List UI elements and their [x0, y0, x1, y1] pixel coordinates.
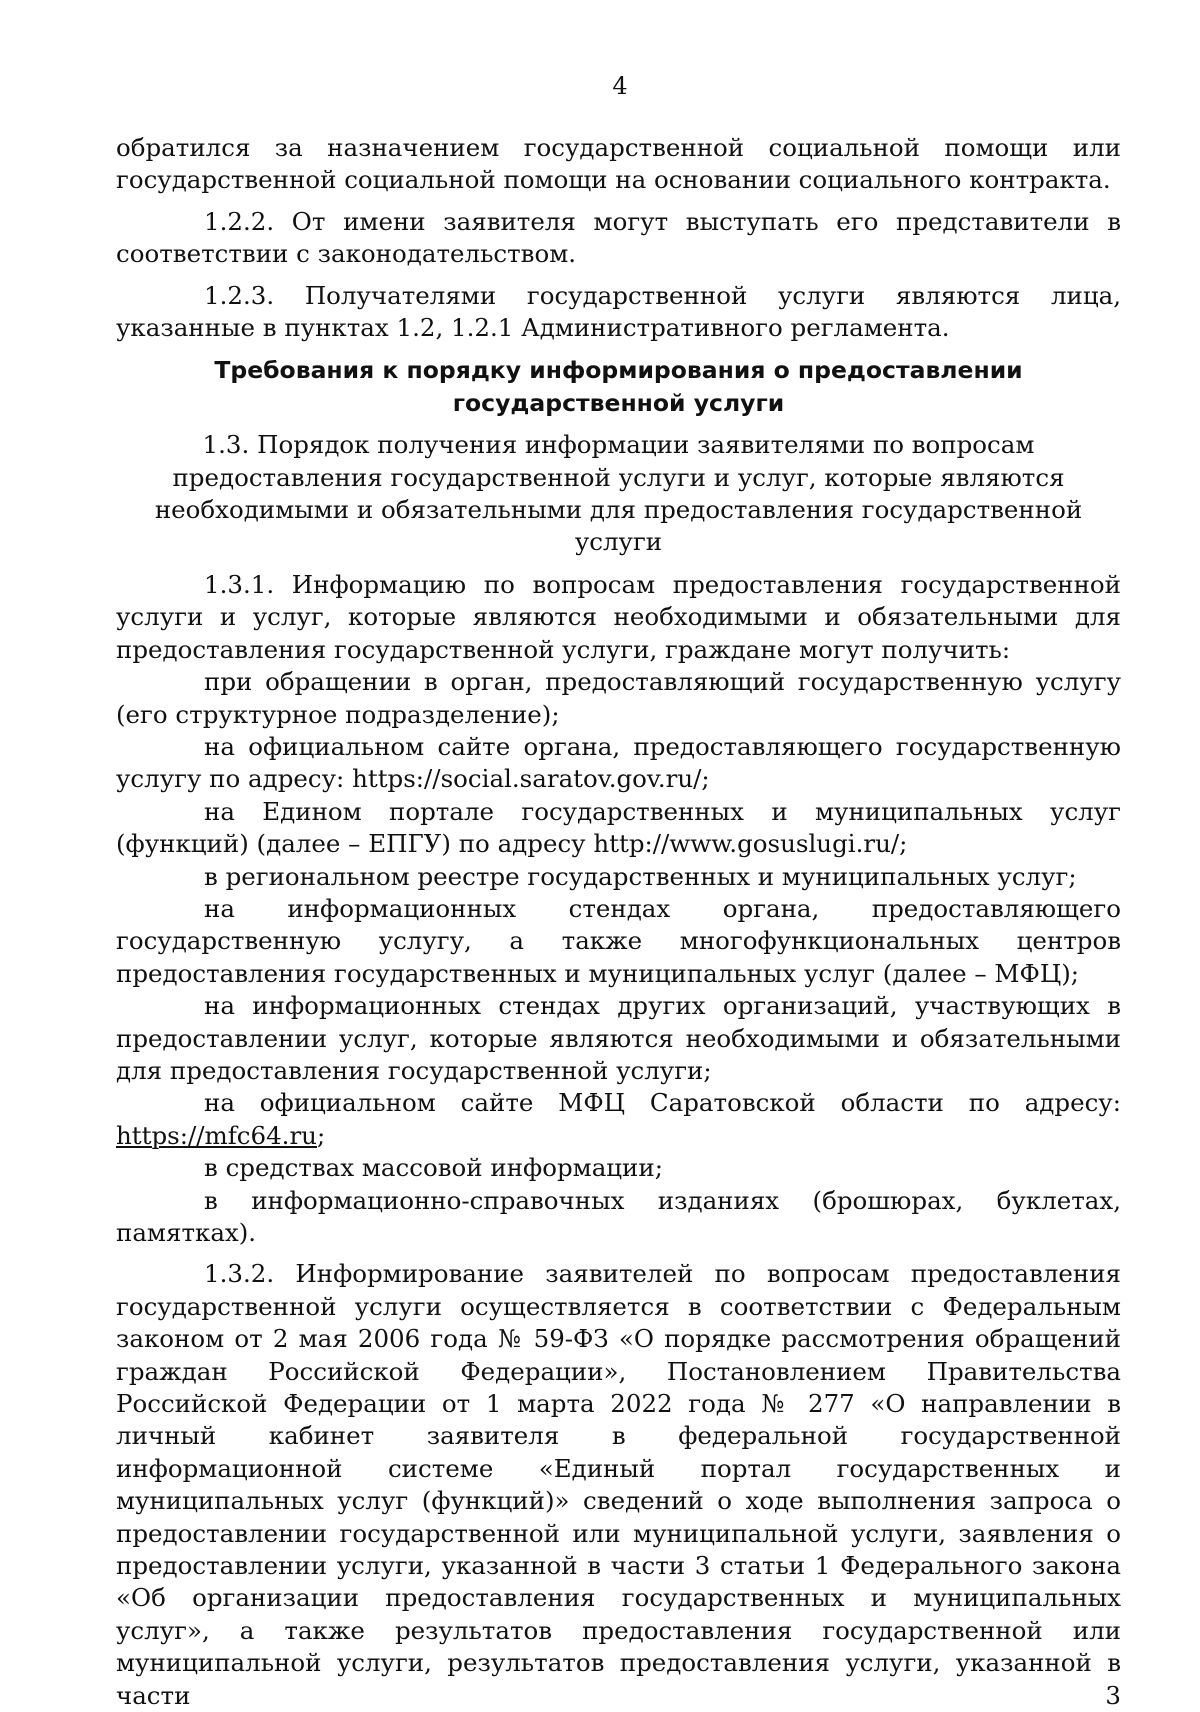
page-number: 4	[612, 72, 628, 100]
paragraph-1-3-1: 1.3.1. Информацию по вопросам предоставления государственной услуги и услуг, которые являются необходимыми и обязательными для предоставления государственной услуги, граждане могут получить:	[116, 569, 1121, 664]
list-item-epgu: на Едином портале государственных и муниципальных услуг (функций) (далее – ЕПГУ) по адресу http://www.gosuslugi.ru/;	[116, 796, 1121, 859]
list-item-mfc-site	[116, 1087, 1121, 1152]
mfc-word: официальном	[259, 1088, 436, 1118]
mfc-word: сайте	[460, 1088, 534, 1118]
mfc-word: области	[840, 1088, 944, 1118]
paragraph-1-3-2: 1.3.2. Информирование заявителей по вопросам предоставления государственной услуги осуществляется в соответствии с Федеральным законом от 2 мая 2006 года № 59-ФЗ «О порядке рассмотрения обращений граждан Российской Федерации», Постановлением Правительства Российской Федерации от 1 марта 2022 года № 277 «О направлении в личный кабинет заявителя в федеральной государственной информационной системе «Единый портал государственных и муниципальных услуг (функций)» сведений о ходе выполнения запроса о предоставлении государственной или муниципальной услуги, заявления о предоставлении услуги, указанной в части 3 статьи 1 Федерального закона «Об организации предоставления государственных и муниципальных услуг», а также результатов предоставления государственной или муниципальной услуги, результатов предоставления услуги, указанной в части 3	[116, 1259, 1121, 1710]
mfc-site-line	[116, 1087, 1121, 1119]
mfc-word: Саратовской	[649, 1088, 816, 1118]
mfc-word: адресу:	[1024, 1088, 1121, 1118]
document-body	[116, 132, 1121, 1712]
list-item-regional-registry: в региональном реестре государственных и муниципальных услуг;	[204, 861, 1077, 891]
section-subheading: 1.3. Порядок получения информации заявителями по вопросам предоставления государственной услуги и услуг, которые являются необходимыми и обязательными для предоставления государственной услуги	[154, 430, 1083, 557]
list-item-official-site: на официальном сайте органа, предоставляющего государственную услугу по адресу: https://social.saratov.gov.ru/;	[116, 731, 1121, 794]
mfc-site-link[interactable]: https://mfc64.ru	[116, 1120, 317, 1150]
mfc-word: по	[968, 1088, 1000, 1118]
section-heading: Требования к порядку информирования о предоставлении государственной услуги	[214, 356, 1023, 417]
mfc-link-tail: ;	[316, 1120, 326, 1150]
list-item-mass-media: в средствах массовой информации;	[204, 1153, 663, 1183]
paragraph-1-2-2: 1.2.2. От имени заявителя могут выступать его представители в соответствии с законодательством.	[116, 206, 1121, 269]
list-item-organ: при обращении в орган, предоставляющий государственную услугу (его структурное подразделение);	[116, 667, 1121, 729]
list-item-info-stands: на информационных стендах органа, предоставляющего государственную услугу, а также многофункциональных центров предоставления государственных и муниципальных услуг (далее – МФЦ);	[116, 893, 1121, 988]
paragraph-continuation: обратился за назначением государственной социальной помощи или государственной социальной помощи на основании социального контракта.	[116, 133, 1121, 195]
mfc-word: МФЦ	[558, 1088, 626, 1118]
list-item-publications: в информационно-справочных изданиях (брошюрах, буклетах, памятках).	[116, 1185, 1121, 1247]
list-item-other-organizations: на информационных стендах других организаций, участвующих в предоставлении услуг, которые являются необходимыми и обязательными для предоставления государственной услуги;	[116, 991, 1121, 1085]
mfc-word: на	[204, 1088, 235, 1118]
paragraph-1-2-3: 1.2.3. Получателями государственной услуги являются лица, указанные в пунктах 1.2, 1.2.1 Административного регламента.	[116, 280, 1121, 343]
